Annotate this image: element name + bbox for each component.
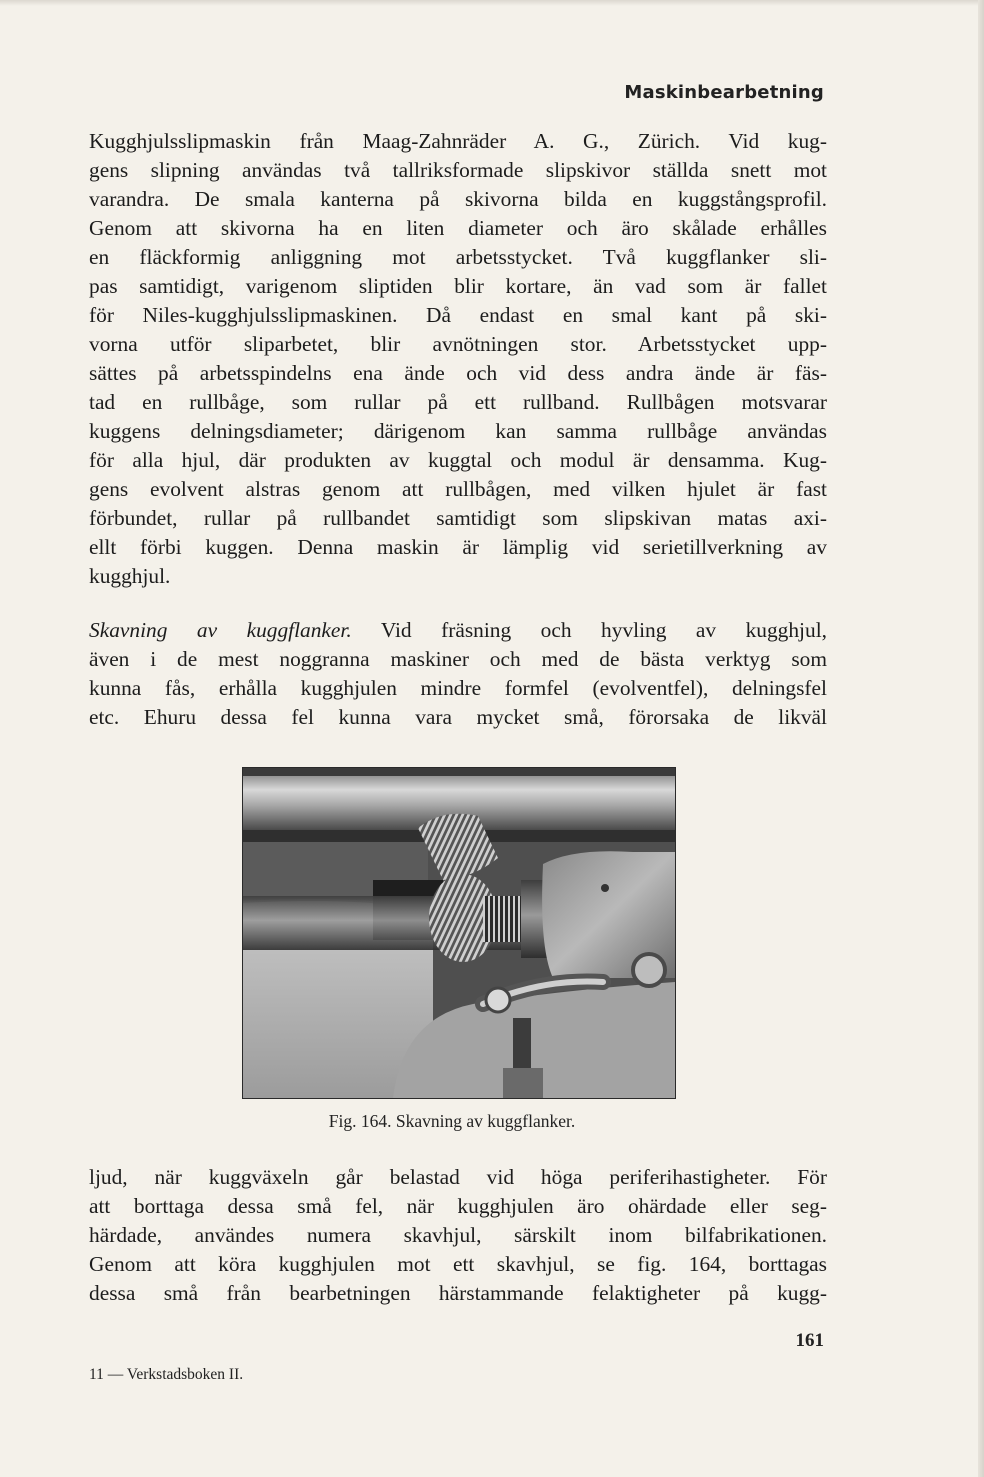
page-top-edge xyxy=(0,0,984,6)
text-line: gens slipning användas två tallriksformade slipskivor ställda snett mot xyxy=(89,158,827,182)
text-line: en fläckformig anliggning mot arbetsstycket. Två kuggflanker sli- xyxy=(89,245,827,269)
text-line: sättes på arbetsspindelns ena ände och vid dess andra ände är fäs- xyxy=(89,361,827,385)
text-line: Genom att köra kugghjulen mot ett skavhjul, se fig. 164, borttagas xyxy=(89,1252,827,1276)
text-line: kunna fås, erhålla kugghjulen mindre formfel (evolventfel), delningsfel xyxy=(89,676,827,700)
text-span: Vid fräsning och hyvling av kugghjul, xyxy=(351,618,827,642)
text-line: dessa små från bearbetningen härstammande felaktigheter på kugg- xyxy=(89,1281,827,1305)
text-line: att borttaga dessa små fel, när kugghjulen äro ohärdade eller seg- xyxy=(89,1194,827,1218)
section-lead-heading: Skavning av kuggflanker. xyxy=(89,618,352,642)
text-line: ljud, när kuggväxeln går belastad vid höga periferihastigheter. För xyxy=(89,1165,827,1189)
text-line: pas samtidigt, varigenom sliptiden blir kortare, än vad som är fallet xyxy=(89,274,827,298)
text-line: förbundet, rullar på rullbandet samtidigt som slipskivan matas axi- xyxy=(89,506,827,530)
text-line: vorna utför sliparbetet, blir avnötningen stor. Arbetsstycket upp- xyxy=(89,332,827,356)
text-line: etc. Ehuru dessa fel kunna vara mycket små, förorsaka de likväl xyxy=(89,705,827,729)
machine-photo-illustration xyxy=(243,768,675,1098)
text-line: tad en rullbåge, som rullar på ett rullband. Rullbågen motsvarar xyxy=(89,390,827,414)
text-line: för Niles-kugghjulsslipmaskinen. Då endast en smal kant på ski- xyxy=(89,303,827,327)
text-line: Genom att skivorna ha en liten diameter och äro skålade erhålles xyxy=(89,216,827,240)
text-line xyxy=(89,616,827,645)
text-line: varandra. De smala kanterna på skivorna bilda en kuggstångsprofil. xyxy=(89,187,827,211)
page-number: 161 xyxy=(795,1330,824,1351)
paragraph-1 xyxy=(89,127,827,591)
text-line: för alla hjul, där produkten av kuggtal och modul är densamma. Kug- xyxy=(89,448,827,472)
text-line: kugghjul. xyxy=(89,564,171,588)
text-line: även i de mest noggranna maskiner och med de bästa verktyg som xyxy=(89,647,827,671)
running-head: Maskinbearbetning xyxy=(624,82,824,103)
page-right-edge xyxy=(978,0,984,1477)
text-line: Kugghjulsslipmaskin från Maag-Zahnräder A. G., Zürich. Vid kug- xyxy=(89,129,827,153)
printer-signature: 11 — Verkstadsboken II. xyxy=(89,1366,244,1383)
text-line: ellt förbi kuggen. Denna maskin är lämplig vid serietillverkning av xyxy=(89,535,827,559)
figure-photo-gear-shaving-machine xyxy=(242,767,676,1099)
paragraph-2 xyxy=(89,616,827,732)
text-line: härdade, användes numera skavhjul, särskilt inom bilfabrikationen. xyxy=(89,1223,827,1247)
paragraph-3 xyxy=(89,1163,827,1308)
text-line: gens evolvent alstras genom att rullbågen, med vilken hjulet är fast xyxy=(89,477,827,501)
figure-caption: Fig. 164. Skavning av kuggflanker. xyxy=(328,1111,576,1131)
text-line: kuggens delningsdiameter; därigenom kan samma rullbåge användas xyxy=(89,419,827,443)
